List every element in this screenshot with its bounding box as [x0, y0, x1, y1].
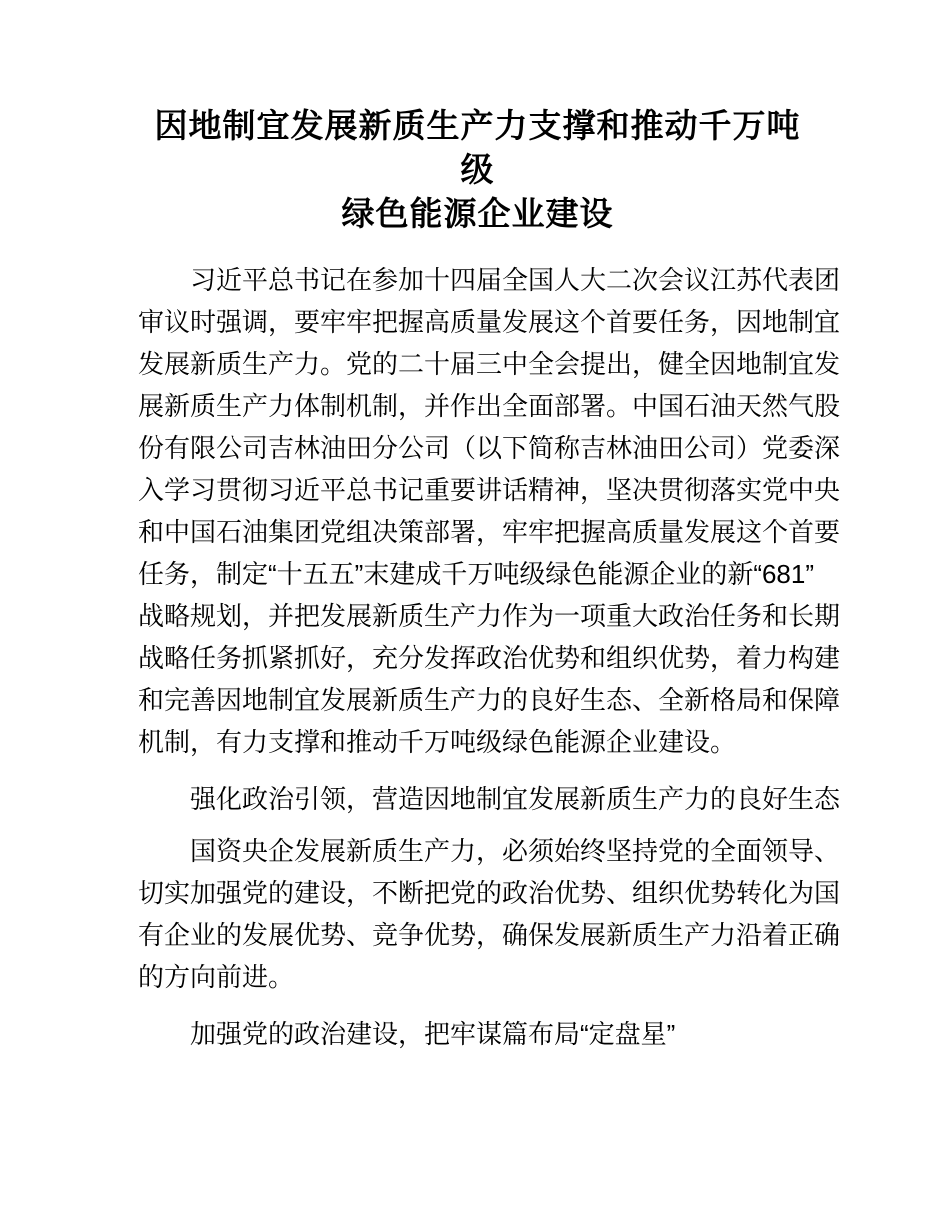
- paragraph-line: 和完善因地制宜发展新质生产力的良好生态、全新格局和保障: [138, 685, 841, 715]
- paragraph-line: 展新质生产力体制机制，并作出全面部署。中国石油天然气股: [138, 391, 841, 421]
- paragraph-line: 的方向前进。: [138, 962, 295, 992]
- paragraph-line: 入学习贯彻习近平总书记重要讲话精神，坚决贯彻落实党中央: [138, 475, 841, 505]
- paragraph-line: 切实加强党的建设，不断把党的政治优势、组织优势转化为国: [138, 878, 841, 908]
- paragraph-line: 审议时强调，要牢牢把握高质量发展这个首要任务，因地制宜: [138, 307, 841, 337]
- section-heading-line: 强化政治引领，营造因地制宜发展新质生产力的良好生态: [190, 784, 841, 814]
- paragraph-line: 战略规划，并把发展新质生产力作为一项重大政治任务和长期: [138, 601, 841, 631]
- paragraph-line: 习近平总书记在参加十四届全国人大二次会议江苏代表团: [190, 265, 841, 295]
- paragraph-line: 发展新质生产力。党的二十届三中全会提出，健全因地制宜发: [138, 349, 841, 379]
- paragraph-line: 任务，制定“十五五”末建成千万吨级绿色能源企业的新“681”: [138, 559, 815, 589]
- section-heading-political-leadership: [138, 778, 841, 820]
- paragraph-line: 国资央企发展新质生产力，必须始终坚持党的全面领导、: [190, 836, 841, 866]
- title-line: 因地制宜发展新质生产力支撑和推动千万吨级: [154, 107, 801, 188]
- paragraph-line: 战略任务抓紧抓好，充分发挥政治优势和组织优势，着力构建: [138, 643, 841, 673]
- section-heading-party-building: [138, 1013, 817, 1055]
- paragraph-line: 机制，有力支撑和推动千万吨级绿色能源企业建设。: [138, 727, 737, 757]
- paragraph-soe-development: [138, 830, 841, 998]
- document-title: [138, 104, 817, 236]
- paragraph-line: 和中国石油集团党组决策部署，牢牢把握高质量发展这个首要: [138, 517, 841, 547]
- title-line: 绿色能源企业建设: [341, 195, 614, 232]
- paragraph-line: 份有限公司吉林油田分公司（以下简称吉林油田公司）党委深: [138, 433, 841, 463]
- paragraph-intro: [138, 259, 841, 763]
- paragraph-line: 有企业的发展优势、竞争优势，确保发展新质生产力沿着正确: [138, 920, 841, 950]
- section-heading-line: 加强党的政治建设，把牢谋篇布局“定盘星”: [190, 1019, 676, 1049]
